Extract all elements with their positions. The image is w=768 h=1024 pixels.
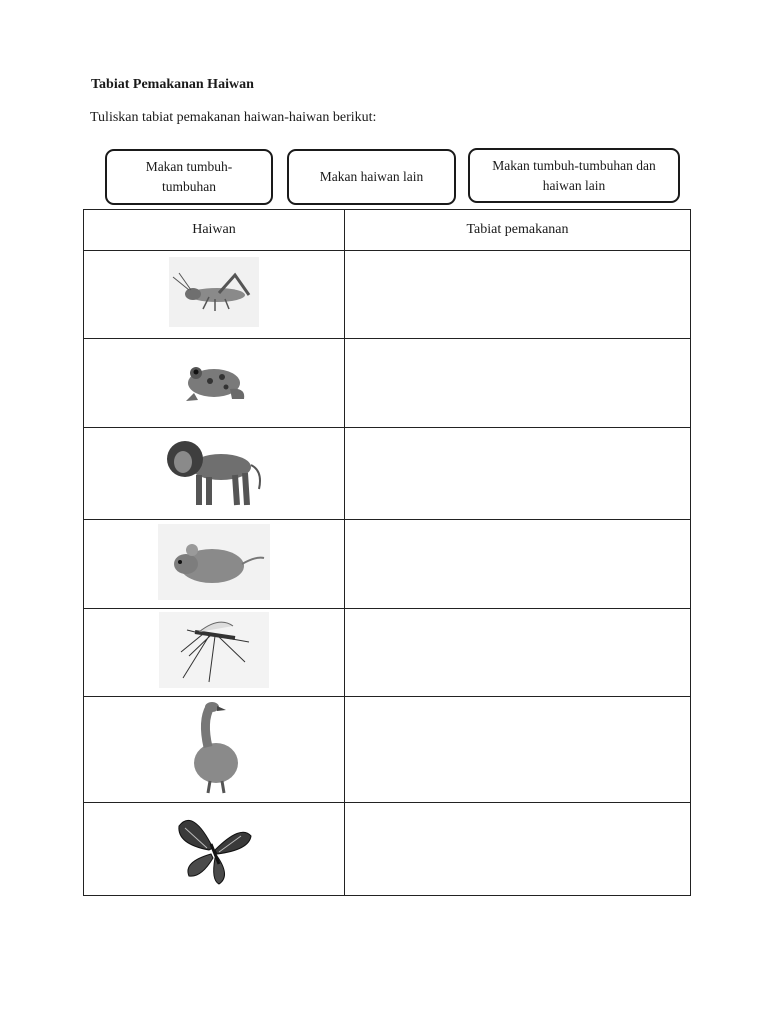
answer-cell[interactable] [345,428,691,520]
table-row [84,803,691,896]
answer-cell[interactable] [345,803,691,896]
worksheet-title: Tabiat Pemakanan Haiwan [91,77,254,92]
goose-icon [184,697,244,797]
animal-cell [84,251,345,339]
option-carnivore [287,149,456,205]
header-feeding-habit: Tabiat pemakanan [345,210,691,251]
table-row [84,251,691,339]
table-header-row [84,210,691,251]
answer-cell[interactable] [345,251,691,339]
grasshopper-icon [169,257,259,327]
animal-cell [84,428,345,520]
option-label: Makan tumbuh-tumbuhan dan haiwan lain [492,157,656,193]
table-row [84,339,691,428]
lion-icon [159,431,269,511]
answer-cell[interactable] [345,697,691,803]
animal-cell [84,520,345,609]
feeding-habits-table [83,209,691,896]
option-omnivore [468,148,680,203]
answer-cell[interactable] [345,339,691,428]
table-row [84,428,691,520]
table-row [84,609,691,697]
animal-cell [84,697,345,803]
worksheet-instruction: Tuliskan tabiat pemakanan haiwan-haiwan berikut: [90,110,377,125]
header-animal: Haiwan [84,210,345,251]
animal-cell [84,609,345,697]
option-label: Makan tumbuh-tumbuhan [145,159,233,194]
option-label: Makan haiwan lain [319,169,424,185]
animal-cell [84,339,345,428]
table-row [84,520,691,609]
answer-cell[interactable] [345,520,691,609]
mouse-icon [158,524,270,600]
animal-cell [84,803,345,896]
option-herbivore [105,149,273,205]
frog-icon [174,353,254,409]
table-row [84,697,691,803]
butterfly-icon [171,804,257,890]
answer-cell[interactable] [345,609,691,697]
mosquito-icon [159,612,269,688]
